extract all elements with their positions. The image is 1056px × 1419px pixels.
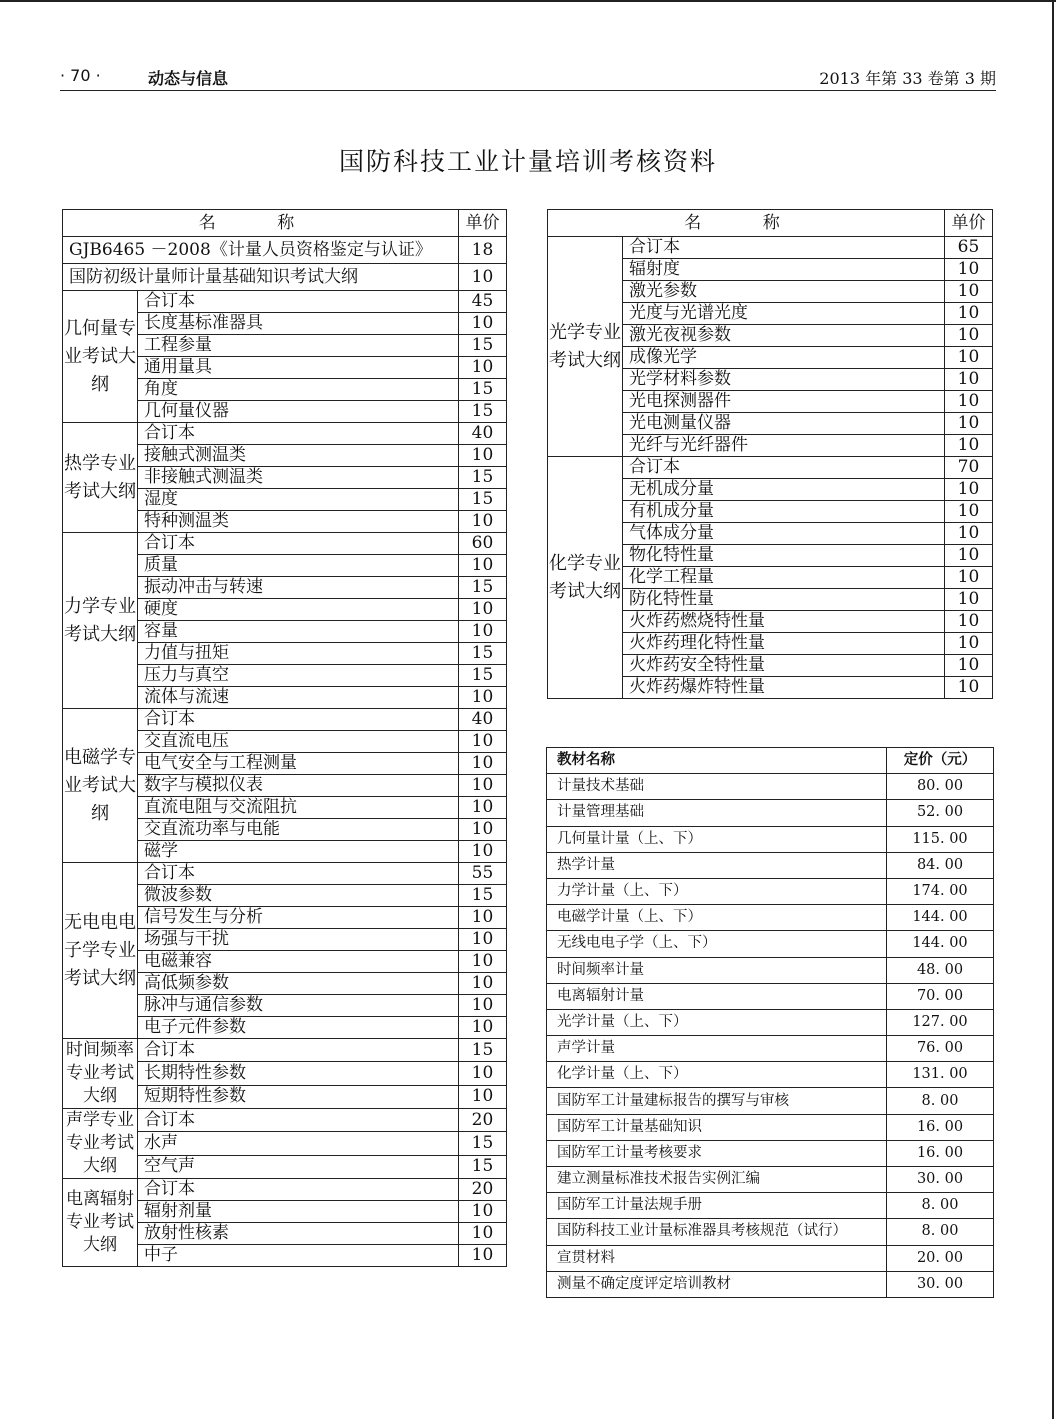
- item-price: 10: [459, 753, 507, 775]
- textbook-name: 声学计量: [547, 1036, 887, 1062]
- item-price: 10: [459, 1201, 507, 1223]
- item-price: 10: [459, 621, 507, 643]
- table-row: [63, 1039, 507, 1062]
- item-name: 合订本: [138, 1109, 459, 1132]
- item-name: 物化特性量: [623, 545, 945, 567]
- item-name: 数字与模拟仪表: [138, 775, 459, 797]
- item-price: 10: [459, 1062, 507, 1085]
- table-row: [63, 863, 507, 885]
- textbook-name: 无线电电子学（上、下）: [547, 931, 887, 957]
- item-price: 10: [459, 731, 507, 753]
- item-price: 40: [459, 423, 507, 445]
- table-row: [547, 1036, 994, 1062]
- item-price: 15: [459, 665, 507, 687]
- item-price: 10: [945, 391, 993, 413]
- item-name: 磁学: [138, 841, 459, 863]
- item-name: 直流电阻与交流阻抗: [138, 797, 459, 819]
- item-name: 火炸药燃烧特性量: [623, 611, 945, 633]
- item-price: 10: [459, 841, 507, 863]
- item-name: 信号发生与分析: [138, 907, 459, 929]
- item-name: 光电测量仪器: [623, 413, 945, 435]
- item-name: 合订本: [138, 533, 459, 555]
- table-row: [547, 1114, 994, 1140]
- section-name: 动态与信息: [148, 69, 229, 88]
- item-price: 10: [945, 567, 993, 589]
- item-price: 10: [945, 435, 993, 457]
- group-label: 声学专业专业考试大纲: [63, 1109, 138, 1179]
- item-name: 成像光学: [623, 347, 945, 369]
- item-name: 光度与光谱光度: [623, 303, 945, 325]
- textbook-name: 国防科技工业计量标准器具考核规范（试行）: [547, 1219, 887, 1245]
- item-name: 激光夜视参数: [623, 325, 945, 347]
- header-name: 教材名称: [547, 748, 887, 774]
- textbook-price: 84. 00: [887, 852, 994, 878]
- header-name: 名 称: [63, 210, 459, 237]
- item-price: 10: [945, 677, 993, 699]
- item-name: 国防初级计量师计量基础知识考试大纲: [63, 264, 459, 291]
- item-name: 火炸药爆炸特性量: [623, 677, 945, 699]
- table-row: [547, 931, 994, 957]
- textbook-name: 热学计量: [547, 852, 887, 878]
- item-price: 18: [459, 237, 507, 264]
- group-label: 化学专业考试大纲: [548, 457, 623, 699]
- item-name: 电子元件参数: [138, 1017, 459, 1039]
- item-name: 流体与流速: [138, 687, 459, 709]
- textbook-price: 8. 00: [887, 1193, 994, 1219]
- item-name: 接触式测温类: [138, 445, 459, 467]
- item-price: 20: [459, 1109, 507, 1132]
- table-row: [547, 1167, 994, 1193]
- item-price: 10: [459, 1245, 507, 1267]
- textbook-price-table: [546, 747, 994, 1298]
- syllabus-table-right: [547, 209, 993, 699]
- item-name: 合订本: [623, 457, 945, 479]
- header-price: 单价: [945, 210, 993, 237]
- item-name: 电磁兼容: [138, 951, 459, 973]
- item-price: 10: [945, 589, 993, 611]
- group-label: 电磁学专业考试大纲: [63, 709, 138, 863]
- table-row: [547, 1193, 994, 1219]
- textbook-price: 52. 00: [887, 800, 994, 826]
- item-price: 10: [459, 775, 507, 797]
- textbook-name: 时间频率计量: [547, 957, 887, 983]
- table-row: [63, 1109, 507, 1132]
- issue-info: 2013 年第 33 卷第 3 期: [819, 69, 996, 88]
- item-price: 15: [459, 379, 507, 401]
- item-price: 15: [459, 885, 507, 907]
- textbook-name: 测量不确定度评定培训教材: [547, 1271, 887, 1297]
- item-price: 10: [459, 1085, 507, 1108]
- textbook-price: 70. 00: [887, 983, 994, 1009]
- table-row: [547, 800, 994, 826]
- header-price: 单价: [459, 210, 507, 237]
- item-price: 10: [459, 797, 507, 819]
- item-price: 10: [945, 501, 993, 523]
- textbook-price: 8. 00: [887, 1219, 994, 1245]
- item-name: 电气安全与工程测量: [138, 753, 459, 775]
- item-price: 20: [459, 1179, 507, 1201]
- textbook-price: 80. 00: [887, 774, 994, 800]
- item-name: 防化特性量: [623, 589, 945, 611]
- table-row: [547, 983, 994, 1009]
- table-row: [63, 291, 507, 313]
- item-price: 10: [945, 259, 993, 281]
- table-row: [547, 905, 994, 931]
- item-price: 10: [459, 907, 507, 929]
- textbook-price: 76. 00: [887, 1036, 994, 1062]
- item-name: 光电探测器件: [623, 391, 945, 413]
- table-header-row: [63, 210, 507, 237]
- item-name: 几何量仪器: [138, 401, 459, 423]
- textbook-price: 48. 00: [887, 957, 994, 983]
- item-name: 火炸药安全特性量: [623, 655, 945, 677]
- item-name: 合订本: [138, 1179, 459, 1201]
- item-price: 10: [459, 819, 507, 841]
- group-label: 力学专业考试大纲: [63, 533, 138, 709]
- item-name: 无机成分量: [623, 479, 945, 501]
- textbook-price: 174. 00: [887, 878, 994, 904]
- group-label: 光学专业考试大纲: [548, 237, 623, 457]
- item-price: 65: [945, 237, 993, 259]
- item-price: 60: [459, 533, 507, 555]
- table-row: [548, 237, 993, 259]
- group-label: 几何量专业考试大纲: [63, 291, 138, 423]
- item-price: 10: [459, 1223, 507, 1245]
- textbook-price: 16. 00: [887, 1114, 994, 1140]
- item-name: 压力与真空: [138, 665, 459, 687]
- textbook-price: 8. 00: [887, 1088, 994, 1114]
- table-header-row: [548, 210, 993, 237]
- item-price: 55: [459, 863, 507, 885]
- item-name: 质量: [138, 555, 459, 577]
- table-row: [547, 826, 994, 852]
- table-row: [548, 457, 993, 479]
- textbook-name: 化学计量（上、下）: [547, 1062, 887, 1088]
- textbook-name: 国防军工计量考核要求: [547, 1140, 887, 1166]
- textbook-name: 建立测量标准技术报告实例汇编: [547, 1167, 887, 1193]
- item-name: 光学材料参数: [623, 369, 945, 391]
- item-price: 45: [459, 291, 507, 313]
- item-price: 10: [945, 413, 993, 435]
- item-name: 中子: [138, 1245, 459, 1267]
- item-name: 硬度: [138, 599, 459, 621]
- item-name: 辐射度: [623, 259, 945, 281]
- textbook-name: 电磁学计量（上、下）: [547, 905, 887, 931]
- item-price: 10: [459, 511, 507, 533]
- item-price: 10: [945, 655, 993, 677]
- table-row: [547, 1062, 994, 1088]
- item-price: 10: [459, 929, 507, 951]
- textbook-name: 国防军工计量建标报告的撰写与审核: [547, 1088, 887, 1114]
- item-name: 交直流电压: [138, 731, 459, 753]
- item-price: 10: [459, 357, 507, 379]
- textbook-name: 国防军工计量基础知识: [547, 1114, 887, 1140]
- textbook-name: 计量管理基础: [547, 800, 887, 826]
- textbook-price: 131. 00: [887, 1062, 994, 1088]
- table-row: [547, 878, 994, 904]
- item-name: GJB6465 －2008《计量人员资格鉴定与认证》: [63, 237, 459, 264]
- page-top-rule: [0, 0, 1056, 2]
- item-price: 10: [459, 973, 507, 995]
- syllabus-table-left: [62, 209, 507, 1267]
- table-row: [547, 774, 994, 800]
- item-price: 15: [459, 401, 507, 423]
- item-price: 10: [945, 281, 993, 303]
- table-row: [547, 1088, 994, 1114]
- table-row: [547, 1219, 994, 1245]
- item-name: 脉冲与通信参数: [138, 995, 459, 1017]
- item-price: 15: [459, 577, 507, 599]
- header-name: 名 称: [548, 210, 945, 237]
- item-price: 10: [945, 325, 993, 347]
- table-row: [63, 709, 507, 731]
- item-price: 70: [945, 457, 993, 479]
- item-price: 10: [459, 445, 507, 467]
- item-name: 非接触式测温类: [138, 467, 459, 489]
- item-name: 合订本: [138, 709, 459, 731]
- item-name: 长度基标准器具: [138, 313, 459, 335]
- textbook-name: 计量技术基础: [547, 774, 887, 800]
- item-price: 10: [945, 611, 993, 633]
- item-name: 水声: [138, 1132, 459, 1155]
- item-price: 15: [459, 1155, 507, 1178]
- running-header: [60, 62, 996, 91]
- item-name: 角度: [138, 379, 459, 401]
- group-label: 热学专业考试大纲: [63, 423, 138, 533]
- group-label: 电离辐射专业考试大纲: [63, 1179, 138, 1267]
- table-header-row: [547, 748, 994, 774]
- item-name: 放射性核素: [138, 1223, 459, 1245]
- item-price: 10: [459, 951, 507, 973]
- single-row: [63, 264, 507, 291]
- item-price: 10: [459, 687, 507, 709]
- table-row: [547, 1245, 994, 1271]
- item-name: 特种测温类: [138, 511, 459, 533]
- item-price: 10: [459, 995, 507, 1017]
- textbook-name: 光学计量（上、下）: [547, 1009, 887, 1035]
- textbook-price: 16. 00: [887, 1140, 994, 1166]
- item-price: 15: [459, 1132, 507, 1155]
- item-price: 10: [945, 347, 993, 369]
- item-name: 合订本: [138, 863, 459, 885]
- item-name: 交直流功率与电能: [138, 819, 459, 841]
- textbook-price: 30. 00: [887, 1271, 994, 1297]
- item-name: 短期特性参数: [138, 1085, 459, 1108]
- item-name: 合订本: [623, 237, 945, 259]
- item-name: 容量: [138, 621, 459, 643]
- item-name: 湿度: [138, 489, 459, 511]
- item-price: 10: [459, 264, 507, 291]
- item-price: 10: [459, 1017, 507, 1039]
- header-price: 定价（元）: [887, 748, 994, 774]
- table-row: [547, 1009, 994, 1035]
- item-name: 合订本: [138, 1039, 459, 1062]
- item-price: 10: [945, 369, 993, 391]
- item-name: 空气声: [138, 1155, 459, 1178]
- item-price: 10: [459, 599, 507, 621]
- item-name: 长期特性参数: [138, 1062, 459, 1085]
- item-name: 合订本: [138, 291, 459, 313]
- textbook-price: 127. 00: [887, 1009, 994, 1035]
- textbook-name: 宣贯材料: [547, 1245, 887, 1271]
- textbook-name: 几何量计量（上、下）: [547, 826, 887, 852]
- item-name: 有机成分量: [623, 501, 945, 523]
- textbook-price: 144. 00: [887, 931, 994, 957]
- item-name: 高低频参数: [138, 973, 459, 995]
- item-name: 微波参数: [138, 885, 459, 907]
- item-price: 10: [945, 523, 993, 545]
- item-price: 15: [459, 643, 507, 665]
- textbook-price: 115. 00: [887, 826, 994, 852]
- item-price: 10: [459, 555, 507, 577]
- page-right-rule: [1052, 0, 1054, 1419]
- page-number: · 70 ·: [60, 66, 101, 85]
- item-price: 10: [945, 633, 993, 655]
- item-price: 10: [945, 545, 993, 567]
- table-row: [547, 957, 994, 983]
- textbook-name: 国防军工计量法规手册: [547, 1193, 887, 1219]
- item-name: 合订本: [138, 423, 459, 445]
- item-name: 通用量具: [138, 357, 459, 379]
- item-price: 10: [945, 303, 993, 325]
- item-price: 10: [945, 479, 993, 501]
- textbook-name: 电离辐射计量: [547, 983, 887, 1009]
- item-name: 火炸药理化特性量: [623, 633, 945, 655]
- item-name: 工程参量: [138, 335, 459, 357]
- item-name: 光纤与光纤器件: [623, 435, 945, 457]
- textbook-price: 30. 00: [887, 1167, 994, 1193]
- single-row: [63, 237, 507, 264]
- item-name: 辐射剂量: [138, 1201, 459, 1223]
- item-name: 振动冲击与转速: [138, 577, 459, 599]
- table-row: [547, 852, 994, 878]
- textbook-price: 144. 00: [887, 905, 994, 931]
- item-price: 10: [459, 313, 507, 335]
- group-label: 时间频率专业考试大纲: [63, 1039, 138, 1109]
- textbook-price: 20. 00: [887, 1245, 994, 1271]
- item-price: 15: [459, 467, 507, 489]
- item-name: 气体成分量: [623, 523, 945, 545]
- item-price: 15: [459, 489, 507, 511]
- table-row: [63, 533, 507, 555]
- table-row: [547, 1140, 994, 1166]
- table-row: [63, 1179, 507, 1201]
- item-name: 力值与扭矩: [138, 643, 459, 665]
- table-row: [547, 1271, 994, 1297]
- textbook-name: 力学计量（上、下）: [547, 878, 887, 904]
- table-row: [63, 423, 507, 445]
- item-name: 场强与干扰: [138, 929, 459, 951]
- page-title: 国防科技工业计量培训考核资料: [338, 147, 717, 176]
- item-name: 化学工程量: [623, 567, 945, 589]
- item-price: 40: [459, 709, 507, 731]
- group-label: 无电电电子学专业考试大纲: [63, 863, 138, 1039]
- item-price: 15: [459, 335, 507, 357]
- item-name: 激光参数: [623, 281, 945, 303]
- item-price: 15: [459, 1039, 507, 1062]
